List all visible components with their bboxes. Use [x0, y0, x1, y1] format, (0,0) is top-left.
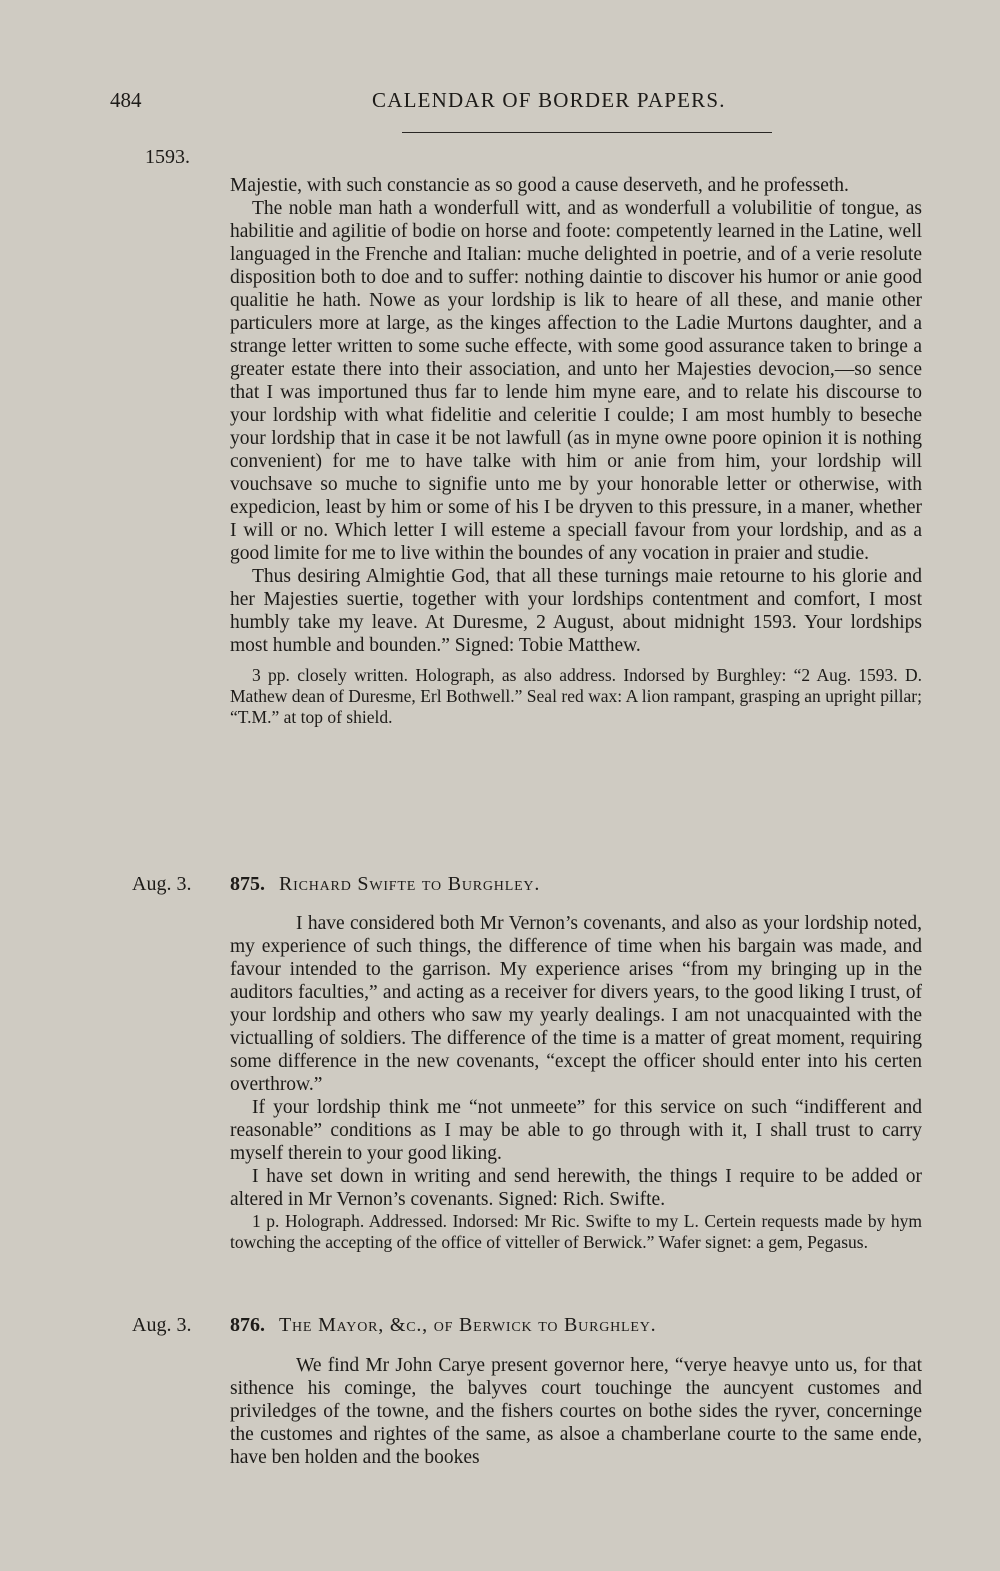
editorial-note — [230, 665, 922, 728]
paragraph: Thus desiring Almightie God, that all these turnings maie retourne to his glorie and her Majesties suertie, together with your lordships contentment and comfort, I most humbly take my leave. At Duresme, 2 August, about midnight 1593. Your lordships most humble and bounden.” Signed: Tobie Matthew. — [230, 566, 922, 656]
entry-date: Aug. 3. — [132, 873, 192, 895]
entry-number: 875. — [230, 873, 265, 895]
entry-number: 876. — [230, 1314, 265, 1336]
entry-body — [230, 912, 922, 1253]
letter-continuation — [230, 174, 922, 728]
entry-heading — [230, 873, 540, 896]
paragraph: We find Mr John Carye present governor here, “verye heavye unto us, for that sithence his cominge, the balyves court touchinge the auncyent customes and priviledges of the towne, and the fishers courtes on bothe sides the ryver, concerninge the customes and rightes of the same, as alsoe a chamberlane courte to the same ende, have ben holden and the bookes — [230, 1355, 922, 1468]
header-rule — [402, 132, 772, 133]
paragraph: Majestie, with such constancie as so good a cause deserveth, and he professeth. — [230, 175, 849, 196]
paragraph: I have considered both Mr Vernon’s covenants, and also as your lordship noted, my experience of such things, the difference of time when his bargain was made, and favour intended to the garrison. My experience arises “from my bringing up in the auditors faculties,” and acting as a receiver for divers years, to the good liking I trust, of your lordship and others who saw my yearly dealings. I am not unacquainted with the victualling of soldiers. The difference of the time is a matter of great moment, requiring some difference in the new covenants, “except the officer should enter into his certen overthrow.” — [230, 913, 922, 1095]
entry-body — [230, 1354, 922, 1469]
year-margin: 1593. — [145, 146, 190, 168]
entry-title: The Mayor, &c., of Berwick to Burghley. — [279, 1314, 657, 1336]
page-header — [110, 88, 800, 128]
page-number: 484 — [110, 88, 142, 112]
note-text: 3 pp. closely written. Holograph, as also address. Indorsed by Burghley: “2 Aug. 1593. D. Mathew dean of Duresme, Erl Bothwell.” Seal red wax: A lion rampant, grasping an upright pillar; “T.M.” at top of shield. — [230, 665, 922, 727]
entry-title: Richard Swifte to Burghley. — [279, 873, 541, 895]
note-text: 1 p. Holograph. Addressed. Indorsed: Mr Ric. Swifte to my L. Certein requests made by hym towching the accepting of the office of vitteller of Berwick.” Wafer signet: a gem, Pegasus. — [230, 1211, 922, 1252]
running-title: CALENDAR OF BORDER PAPERS. — [372, 88, 726, 112]
paragraph: I have set down in writing and send herewith, the things I require to be added or altered in Mr Vernon’s covenants. Signed: Rich. Swifte. — [230, 1166, 922, 1210]
paragraph: If your lordship think me “not unmeete” for this service on such “indifferent and reasonable” conditions as I may be able to go through with it, I shall trust to carry myself therein to your good liking. — [230, 1097, 922, 1164]
entry-heading — [230, 1314, 656, 1337]
entry-date: Aug. 3. — [132, 1314, 192, 1336]
editorial-note — [230, 1211, 922, 1253]
paragraph: The noble man hath a wonderfull witt, and as wonderfull a volubilitie of tongue, as habilitie and agilitie of bodie on horse and foote: competently learned in the Latine, well languaged in the Frenche and Italian: muche delighted in poetrie, and of a verie resolute disposition both to doe and to suffer: nothing daintie to discover his humor or anie good qualitie he hath. Nowe as your lordship is lik to heare of all these, and manie other particulers more at large, as the kinges affection to the Ladie Murtons daughter, and a strange letter written to some suche effecte, with some good assurance taken to bringe a greater estate there into their association, and unto her Majesties devocion,—so sence that I was importuned thus far to lende him myne eare, and to relate his discourse to your lordship with what fidelitie and celeritie I coulde; I am most humbly to beseche your lordship that in case it be not lawfull (as in myne owne poore opinion it is nothing convenient) for me to have talke with him or anie from him, your lordship will vouchsave so muche to signifie unto me by your honorable letter or otherwise, with expedicion, least by him or some of his I be dryven to this pressure, in a maner, whether I will or no. Which letter I will esteme a speciall favour from your lordship, and as a good limite for me to live within the boundes of any vocation in praier and studie. — [230, 198, 922, 564]
